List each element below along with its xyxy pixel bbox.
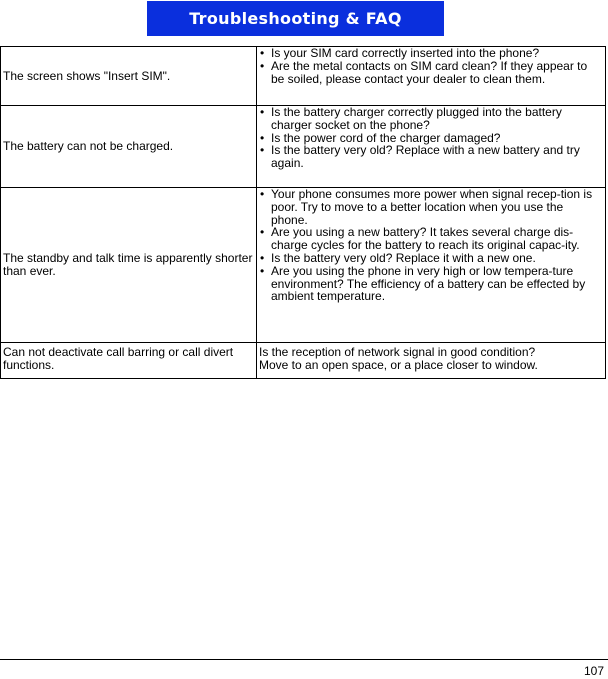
faq-table bbox=[0, 46, 606, 379]
list-item: • Is your SIM card correctly inserted into the phone? bbox=[260, 46, 540, 60]
solution-line: Move to an open space, or a place closer to window. bbox=[259, 357, 538, 372]
problem-cell: The screen shows "Insert SIM". bbox=[1, 47, 257, 106]
footer-divider bbox=[0, 659, 608, 660]
problem-cell: The battery can not be charged. bbox=[1, 106, 257, 188]
solution-line: Is the reception of network signal in good condition? bbox=[259, 345, 536, 359]
list-item: • Are you using a new battery? It takes several charge dis-charge cycles for the battery to reach its original capac-ity. bbox=[260, 225, 580, 253]
solution-cell bbox=[257, 106, 606, 188]
list-item: • Are you using the phone in very high or low tempera-ture environment? The efficiency of a battery can be effected by ambient temperature. bbox=[260, 263, 586, 304]
table-row bbox=[1, 343, 606, 379]
list-item: • Are the metal contacts on SIM card clean? If they appear to be soiled, please contact your dealer to clean them. bbox=[260, 58, 588, 86]
table-row bbox=[1, 106, 606, 188]
solution-cell bbox=[257, 188, 606, 343]
section-title-banner bbox=[147, 1, 444, 36]
page-number: 107 bbox=[583, 664, 604, 678]
list-item: • Is the battery charger correctly plugged into the battery charger socket on the phone? bbox=[260, 105, 562, 132]
solution-cell bbox=[257, 47, 606, 106]
list-item: • Your phone consumes more power when signal recep-tion is poor. Try to move to a better location when you use the phone. bbox=[260, 187, 593, 227]
solution-cell bbox=[257, 343, 606, 379]
table-row bbox=[1, 47, 606, 106]
section-title: Troubleshooting & FAQ bbox=[189, 9, 402, 28]
table-row bbox=[1, 188, 606, 343]
list-item: • Is the battery very old? Replace it with a new one. bbox=[260, 250, 536, 265]
list-item: • Is the power cord of the charger damaged? bbox=[260, 130, 501, 145]
problem-cell: Can not deactivate call barring or call divert functions. bbox=[1, 343, 257, 379]
problem-cell: The standby and talk time is apparently shorter than ever. bbox=[1, 188, 257, 343]
list-item: • Is the battery very old? Replace with a new battery and try again. bbox=[260, 143, 580, 171]
